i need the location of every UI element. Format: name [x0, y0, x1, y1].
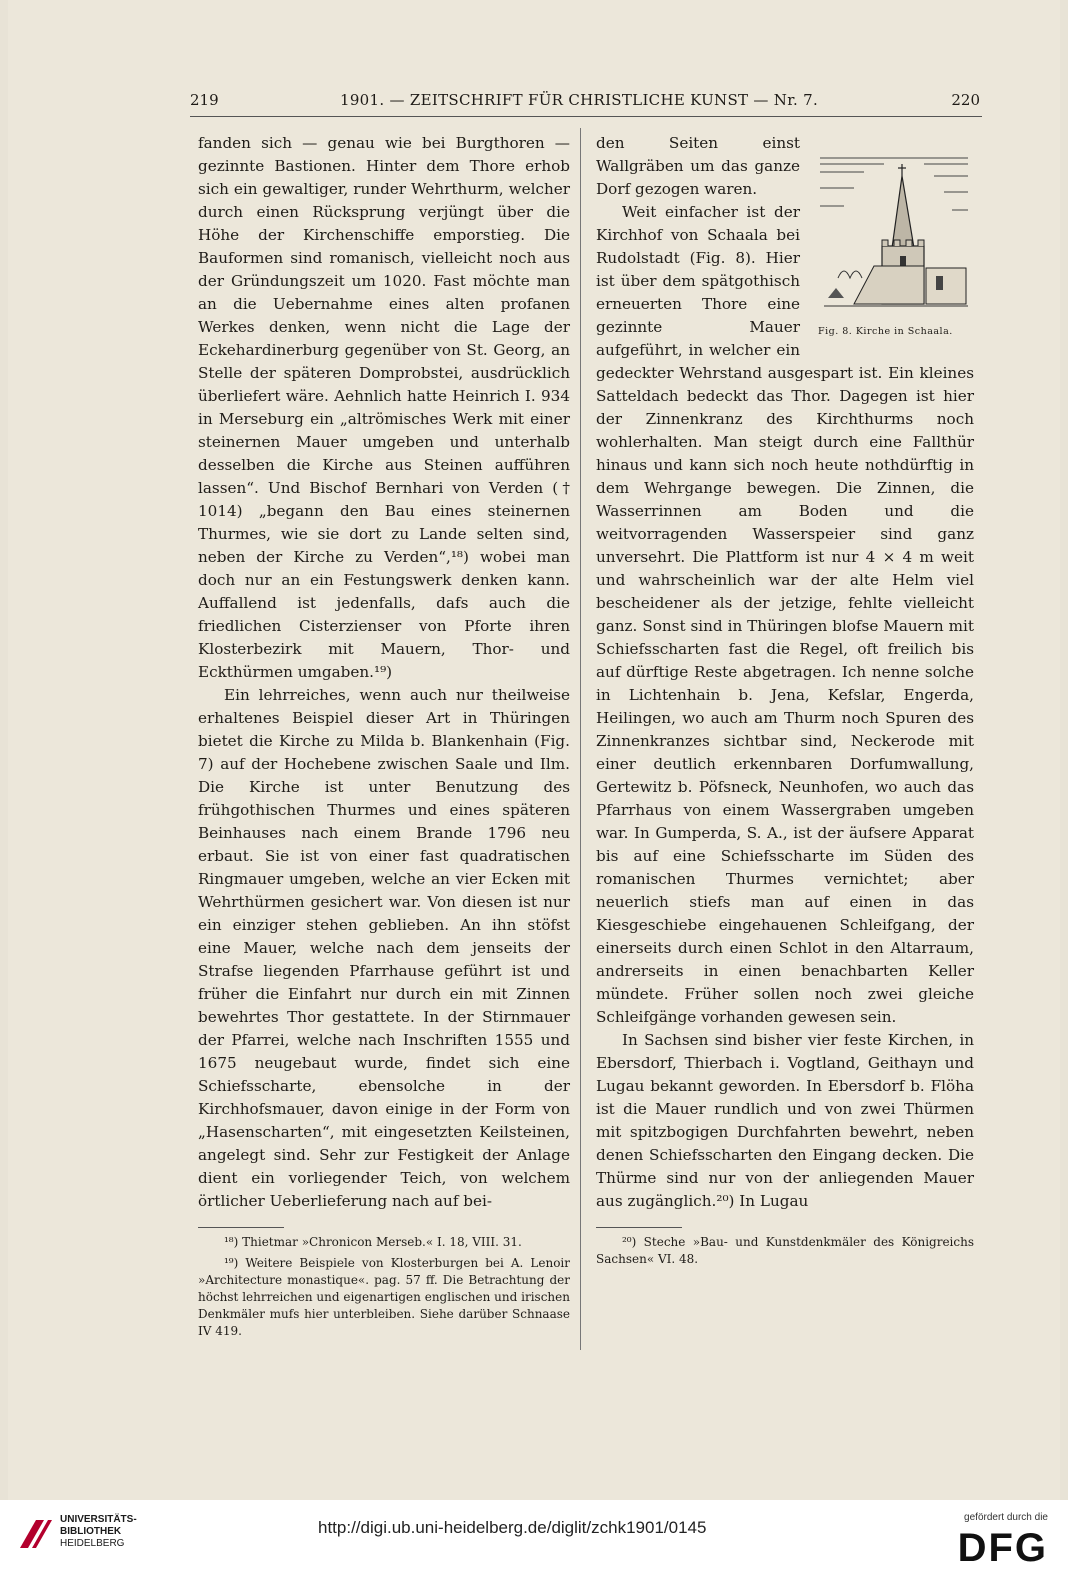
- church-illustration: [814, 148, 974, 318]
- footnote-19: ¹⁹) Weitere Beispiele von Klosterburgen bei A. Lenoir »Architecture monastique«. pag. 57 ff. Die Betrachtung der höchst lehrreichen und eigenartigen englischen und irischen Denkmäler mufs hier unterbleiben. Siehe darüber Schnaase IV 419.: [198, 1256, 570, 1338]
- paragraph: In Sachsen sind bisher vier feste Kirchen, in Ebersdorf, Thierbach i. Vogtland, Geithayn und Lugau bekannt geworden. In Ebersdorf b. Flöha ist die Mauer rundlich und von zwei Thürmen mit spitzbogigen Durchfahrten bewehrt, neben denen Schiefsscharten den Eingang decken. Die Thürme sind nur von der anliegenden Mauer aus zugänglich.²⁰) In Lugau: [596, 1031, 974, 1210]
- paragraph: den Seiten einst Wallgräben um das ganze Dorf gezogen waren.: [596, 134, 800, 198]
- paragraph: Ein lehrreiches, wenn auch nur theilweise erhaltenes Beispiel dieser Art in Thüringen bietet die Kirche zu Milda b. Blankenhain (Fig. 7) auf der Hochebene zwischen Saale und Ilm. Die Kirche ist unter Benutzung des frühgothischen Thurmes und eines späteren Beinhauses nach einem Brande 1796 neu erbaut. Sie ist von einer fast quadratischen Ringmauer umgeben, welche an vier Ecken mit Wehrthürmen gesichert war. Von diesen ist nur ein einziger stehen geblieben. An ihn stöfst eine Mauer, welche nach dem jenseits der Strafse liegenden Pfarrhause geführt ist und früher die Einfahrt nur durch ein mit Zinnen bewehrtes Thor gestattete. In der Stirnmauer der Pfarrei, welche nach Inschriften 1555 und 1675 neugebaut wurde, findet sich eine Schiefsscharte, ebensolche in der Kirchhofsmauer, davon einige in der Form von „Hasenscharten“, mit eingesetzten Keilsteinen, angelegt sind. Sehr zur Festigkeit der Anlage dient ein vorliegender Teich, von welchem örtlicher Ueberlieferung nach auf bei-: [198, 686, 570, 1210]
- header-rule: [190, 116, 982, 117]
- running-header: [190, 91, 980, 117]
- dfg-logo: DFG: [957, 1526, 1048, 1570]
- journal-title: 1901. — ZEITSCHRIFT FÜR CHRISTLICHE KUNST — Nr. 7.: [340, 91, 819, 109]
- paragraph: fanden sich — genau wie bei Burgthoren — gezinnte Bastionen. Hinter dem Thore erhob sich ein gewaltiger, runder Wehrthurm, welcher durch einen Rücksprung verjüngt über die Höhe der Kirchenschiffe emporstieg. Die Bauformen sind romanisch, vielleicht noch aus der Gründungszeit um 1020. Fast möchte man an die Uebernahme eines alten profanen Werkes denken, wenn nicht die Lage der Eckehardinerburg gegenüber von St. Georg, an Stelle der späteren Domprobstei, ausdrücklich überliefert wäre. Aehnlich hatte Heinrich I. 934 in Merseburg ein „altrömisches Werk mit einer steinernen Mauer umgeben und unterhalb desselben die Kirche aus Steinen aufführen lassen“. Und Bischof Bernhari von Verden († 1014) „begann den Bau eines steinernen Thurmes, wie sie dort zu Lande selten sind, neben der Kirche zu Verden“,¹⁸) wobei man doch nur an ein Festungswerk denken kann. Auffallend ist jedenfalls, dafs auch die friedlichen Cisterzienser von Pforte ihren Klosterbezirk mit Mauern, Thor- und Eckthürmen umgaben.¹⁹): [198, 134, 570, 681]
- footnote-rule: [596, 1227, 682, 1228]
- footnote-18: ¹⁸) Thietmar »Chronicon Merseb.« I. 18, VIII. 31.: [224, 1235, 522, 1249]
- footnote-rule: [198, 1227, 284, 1228]
- university-library-logo-icon: [14, 1514, 54, 1554]
- footnote-20: ²⁰) Steche »Bau- und Kunstdenkmäler des Königreichs Sachsen« VI. 48.: [596, 1235, 974, 1266]
- figure-caption: Fig. 8. Kirche in Schaala.: [818, 326, 953, 337]
- paragraph: Weit einfacher ist der Kirchhof von Schaala bei Rudolstadt (Fig. 8). Hier ist über dem spätgothisch erneuerten Thore eine gezinnte Mauer aufgeführt, in welcher ein gedeckter Wehrstand ausgespart ist. Ein kleines Satteldach bedeckt das Thor. Dagegen ist hier der Zinnenkranz des Kirchthurms noch wohlerhalten. Man steigt durch eine Fallthür hinaus und kann sich noch heute nothdürftig in dem Wehrgange bewegen. Die Zinnen, die Wasserrinnen am Boden und die weitvorragenden Wasserspeier sind ganz unversehrt. Die Plattform ist nur 4 × 4 m weit und wahrscheinlich war der alte Helm viel bescheidener als der jetzige, fehlte vielleicht ganz. Sonst sind in Thüringen blofse Mauern mit Schiefsscharten fast die Regel, oft freilich bis auf dürftige Reste abgetragen. Ich nenne solche in Lichtenhain b. Jena, Kefslar, Engerda, Heilingen, wo auch am Thurm noch Spuren des Zinnenkranzes sichtbar sind, Neckerode mit einer deutlich erkennbaren Dorfumwallung, Gertewitz b. Pöfsneck, Neunhofen, wo auch das Pfarrhaus von einem Wassergraben umgeben war. In Gumperda, S. A., ist der äufsere Apparat bis auf eine Schiefsscharte im Süden des romanischen Thurmes vernichtet; aber neuerlich stiefs man auf einen in das Kiesgeschiebe eingehauenen Schleifgang, der einerseits durch einen Schlot in den Altarraum, andrerseits in einen benachbarten Keller mündete. Früher sollen noch zwei gleiche Schleifgänge vorhanden gewesen sein.: [596, 203, 974, 1026]
- permalink-url[interactable]: http://digi.ub.uni-heidelberg.de/diglit/zchk1901/0145: [318, 1518, 707, 1537]
- column-divider: [580, 128, 581, 1350]
- viewer-footer: [0, 1500, 1068, 1595]
- right-column: [596, 132, 974, 1268]
- funder-caption: gefördert durch die: [964, 1512, 1048, 1523]
- library-name: UNIVERSITÄTS- BIBLIOTHEK HEIDELBERG: [60, 1514, 137, 1549]
- page-number-right: 220: [951, 91, 980, 109]
- page-number-left: 219: [190, 91, 219, 109]
- left-column: [198, 132, 570, 1340]
- figure-8: [814, 148, 976, 343]
